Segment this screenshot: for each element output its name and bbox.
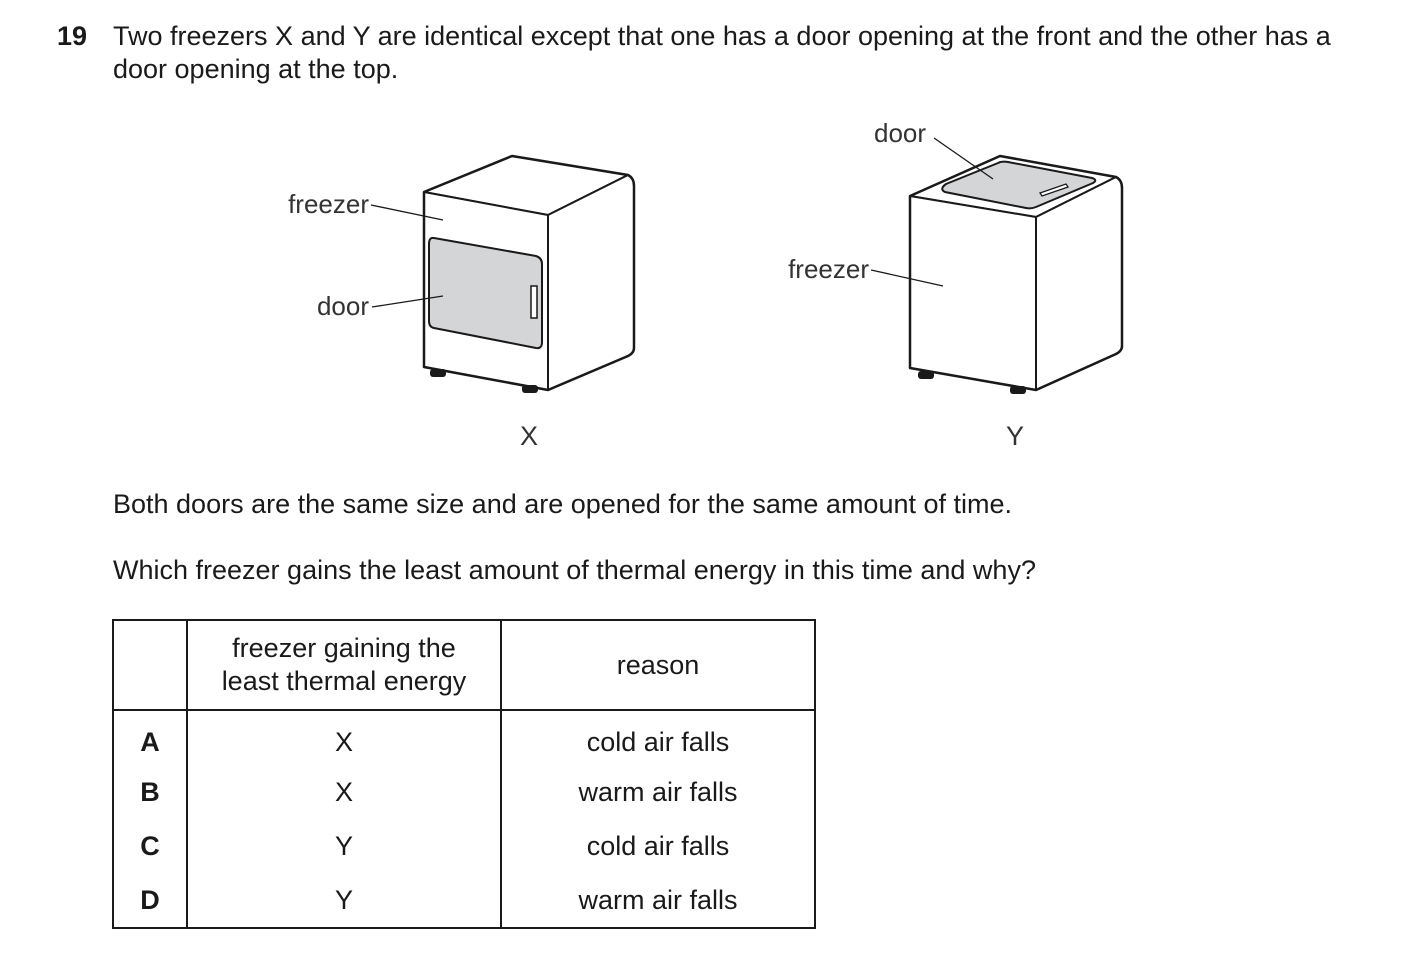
table-header-row: [113, 620, 815, 710]
freezer-y-caption: Y: [1005, 421, 1025, 451]
option-letter: B: [113, 765, 187, 819]
option-freezer: X: [187, 710, 501, 765]
option-freezer: X: [187, 765, 501, 819]
freezer-x: [371, 156, 634, 393]
option-row-a[interactable]: [113, 710, 815, 765]
option-row-b[interactable]: [113, 765, 815, 819]
option-reason: warm air falls: [501, 765, 815, 819]
option-letter: D: [113, 873, 187, 928]
header-freezer-line1: freezer gaining the: [232, 633, 456, 663]
header-freezer: [187, 620, 501, 710]
freezer-y-label-freezer: freezer: [788, 254, 869, 284]
question-number: 19: [57, 21, 88, 51]
option-reason: cold air falls: [501, 710, 815, 765]
freezer-x-label-freezer: freezer: [288, 189, 369, 219]
freezer-x-handle: [531, 286, 537, 318]
option-freezer: Y: [187, 873, 501, 928]
option-row-c[interactable]: [113, 819, 815, 873]
freezer-diagram: [0, 0, 1403, 470]
option-reason: warm air falls: [501, 873, 815, 928]
paragraph-door-size: Both doors are the same size and are opened for the same amount of time.: [113, 489, 1013, 519]
header-freezer-line2: least thermal energy: [221, 666, 467, 696]
header-reason: reason: [501, 620, 815, 710]
option-freezer: Y: [187, 819, 501, 873]
freezer-y: [871, 138, 1122, 394]
freezer-x-caption: X: [519, 421, 539, 451]
question-text: Two freezers X and Y are identical except that one has a door opening at the front and the other has a door opening at the top.: [113, 21, 1331, 84]
header-letter: [113, 620, 187, 710]
option-letter: A: [113, 710, 187, 765]
option-row-d[interactable]: [113, 873, 815, 928]
option-letter: C: [113, 819, 187, 873]
paragraph-question: Which freezer gains the least amount of thermal energy in this time and why?: [113, 555, 1036, 585]
options-table: [112, 619, 816, 929]
freezer-y-label-door: door: [874, 118, 927, 148]
option-reason: cold air falls: [501, 819, 815, 873]
freezer-x-label-door: door: [316, 291, 369, 321]
